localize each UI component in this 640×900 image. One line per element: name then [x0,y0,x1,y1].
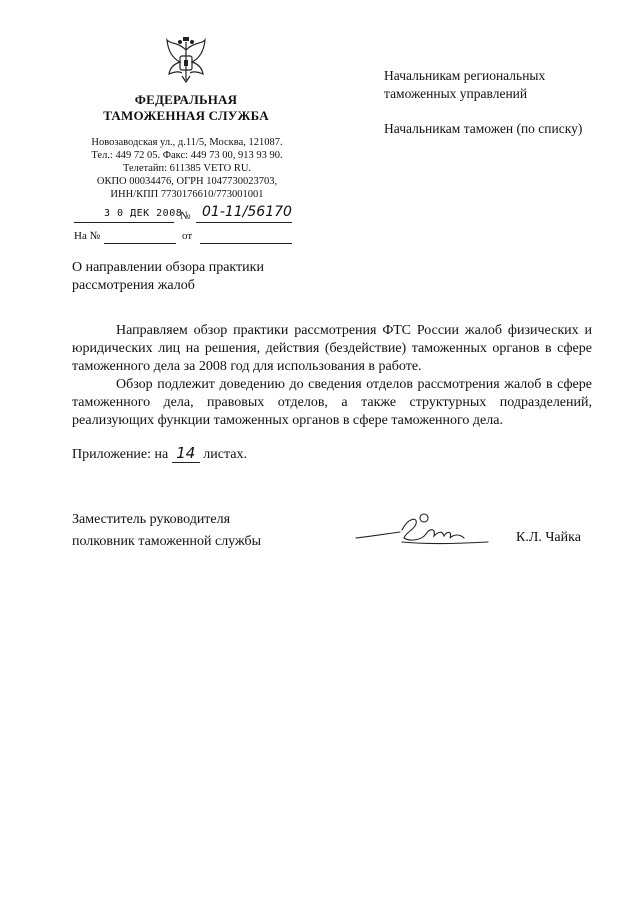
signatory-position [72,509,261,553]
body-paragraph: Обзор подлежит доведению до сведения отделов рассмотрения жалоб в сфере таможенного дела, правовых отделов, а также структурных подразделений, реализующих функции таможенных органов в сфере таможенного дела. [72,377,592,428]
org-name-line1: ФЕДЕРАЛЬНАЯ [134,92,238,107]
recipient-line: Начальникам таможен (по списку) [384,121,583,136]
address-line: Телетайп: 611385 VETO RU. [122,163,252,174]
date-underline [74,222,174,223]
address-line: Тел.: 449 72 05. Факс: 449 73 00, 913 93 90. [91,150,283,161]
body-paragraph: Направляем обзор практики рассмотрения ФТС России жалоб физических и юридических лиц на решения, действия (бездействие) таможенных органов в сфере таможенного дела за 2008 год для использования в работе. [72,323,592,374]
from-underline [200,243,292,244]
number-label: № [180,210,191,222]
coat-of-arms-icon [164,36,208,86]
reference-label: На № [74,230,101,242]
reference-underline [104,243,176,244]
handwritten-signature-icon [352,508,492,550]
subject [72,259,332,295]
signatory-position-line: полковник таможенной службы [72,534,262,549]
subject-line: О направлении обзора практики [72,260,264,275]
number-underline [196,222,292,223]
address-line: ОКПО 00034476, ОГРН 1047730023703, [96,176,278,187]
letter-body [72,322,592,430]
subject-line: рассмотрения жалоб [72,278,195,293]
registration-number: 01-11/56170 [202,204,292,220]
recipient-line: Начальникам региональных [384,68,546,83]
attachment-suffix: листах. [203,447,247,462]
registration-date-stamp: 3 0 ДЕК 2008 [104,208,183,219]
signatory-position-line: Заместитель руководителя [72,512,231,527]
from-label: от [182,230,193,242]
address-line: ИНН/КПП 7730176610/773001001 [110,189,264,200]
org-name-line2: ТАМОЖЕННАЯ СЛУЖБА [103,108,269,123]
recipient-line: таможенных управлений [384,86,528,101]
address-line: Новозаводская ул., д.11/5, Москва, 121087. [91,137,283,148]
attachment-pages: 14 [172,444,200,463]
attachment-prefix: Приложение: на [72,447,169,462]
attachment-line [72,444,247,463]
signatory-name: К.Л. Чайка [516,530,581,545]
